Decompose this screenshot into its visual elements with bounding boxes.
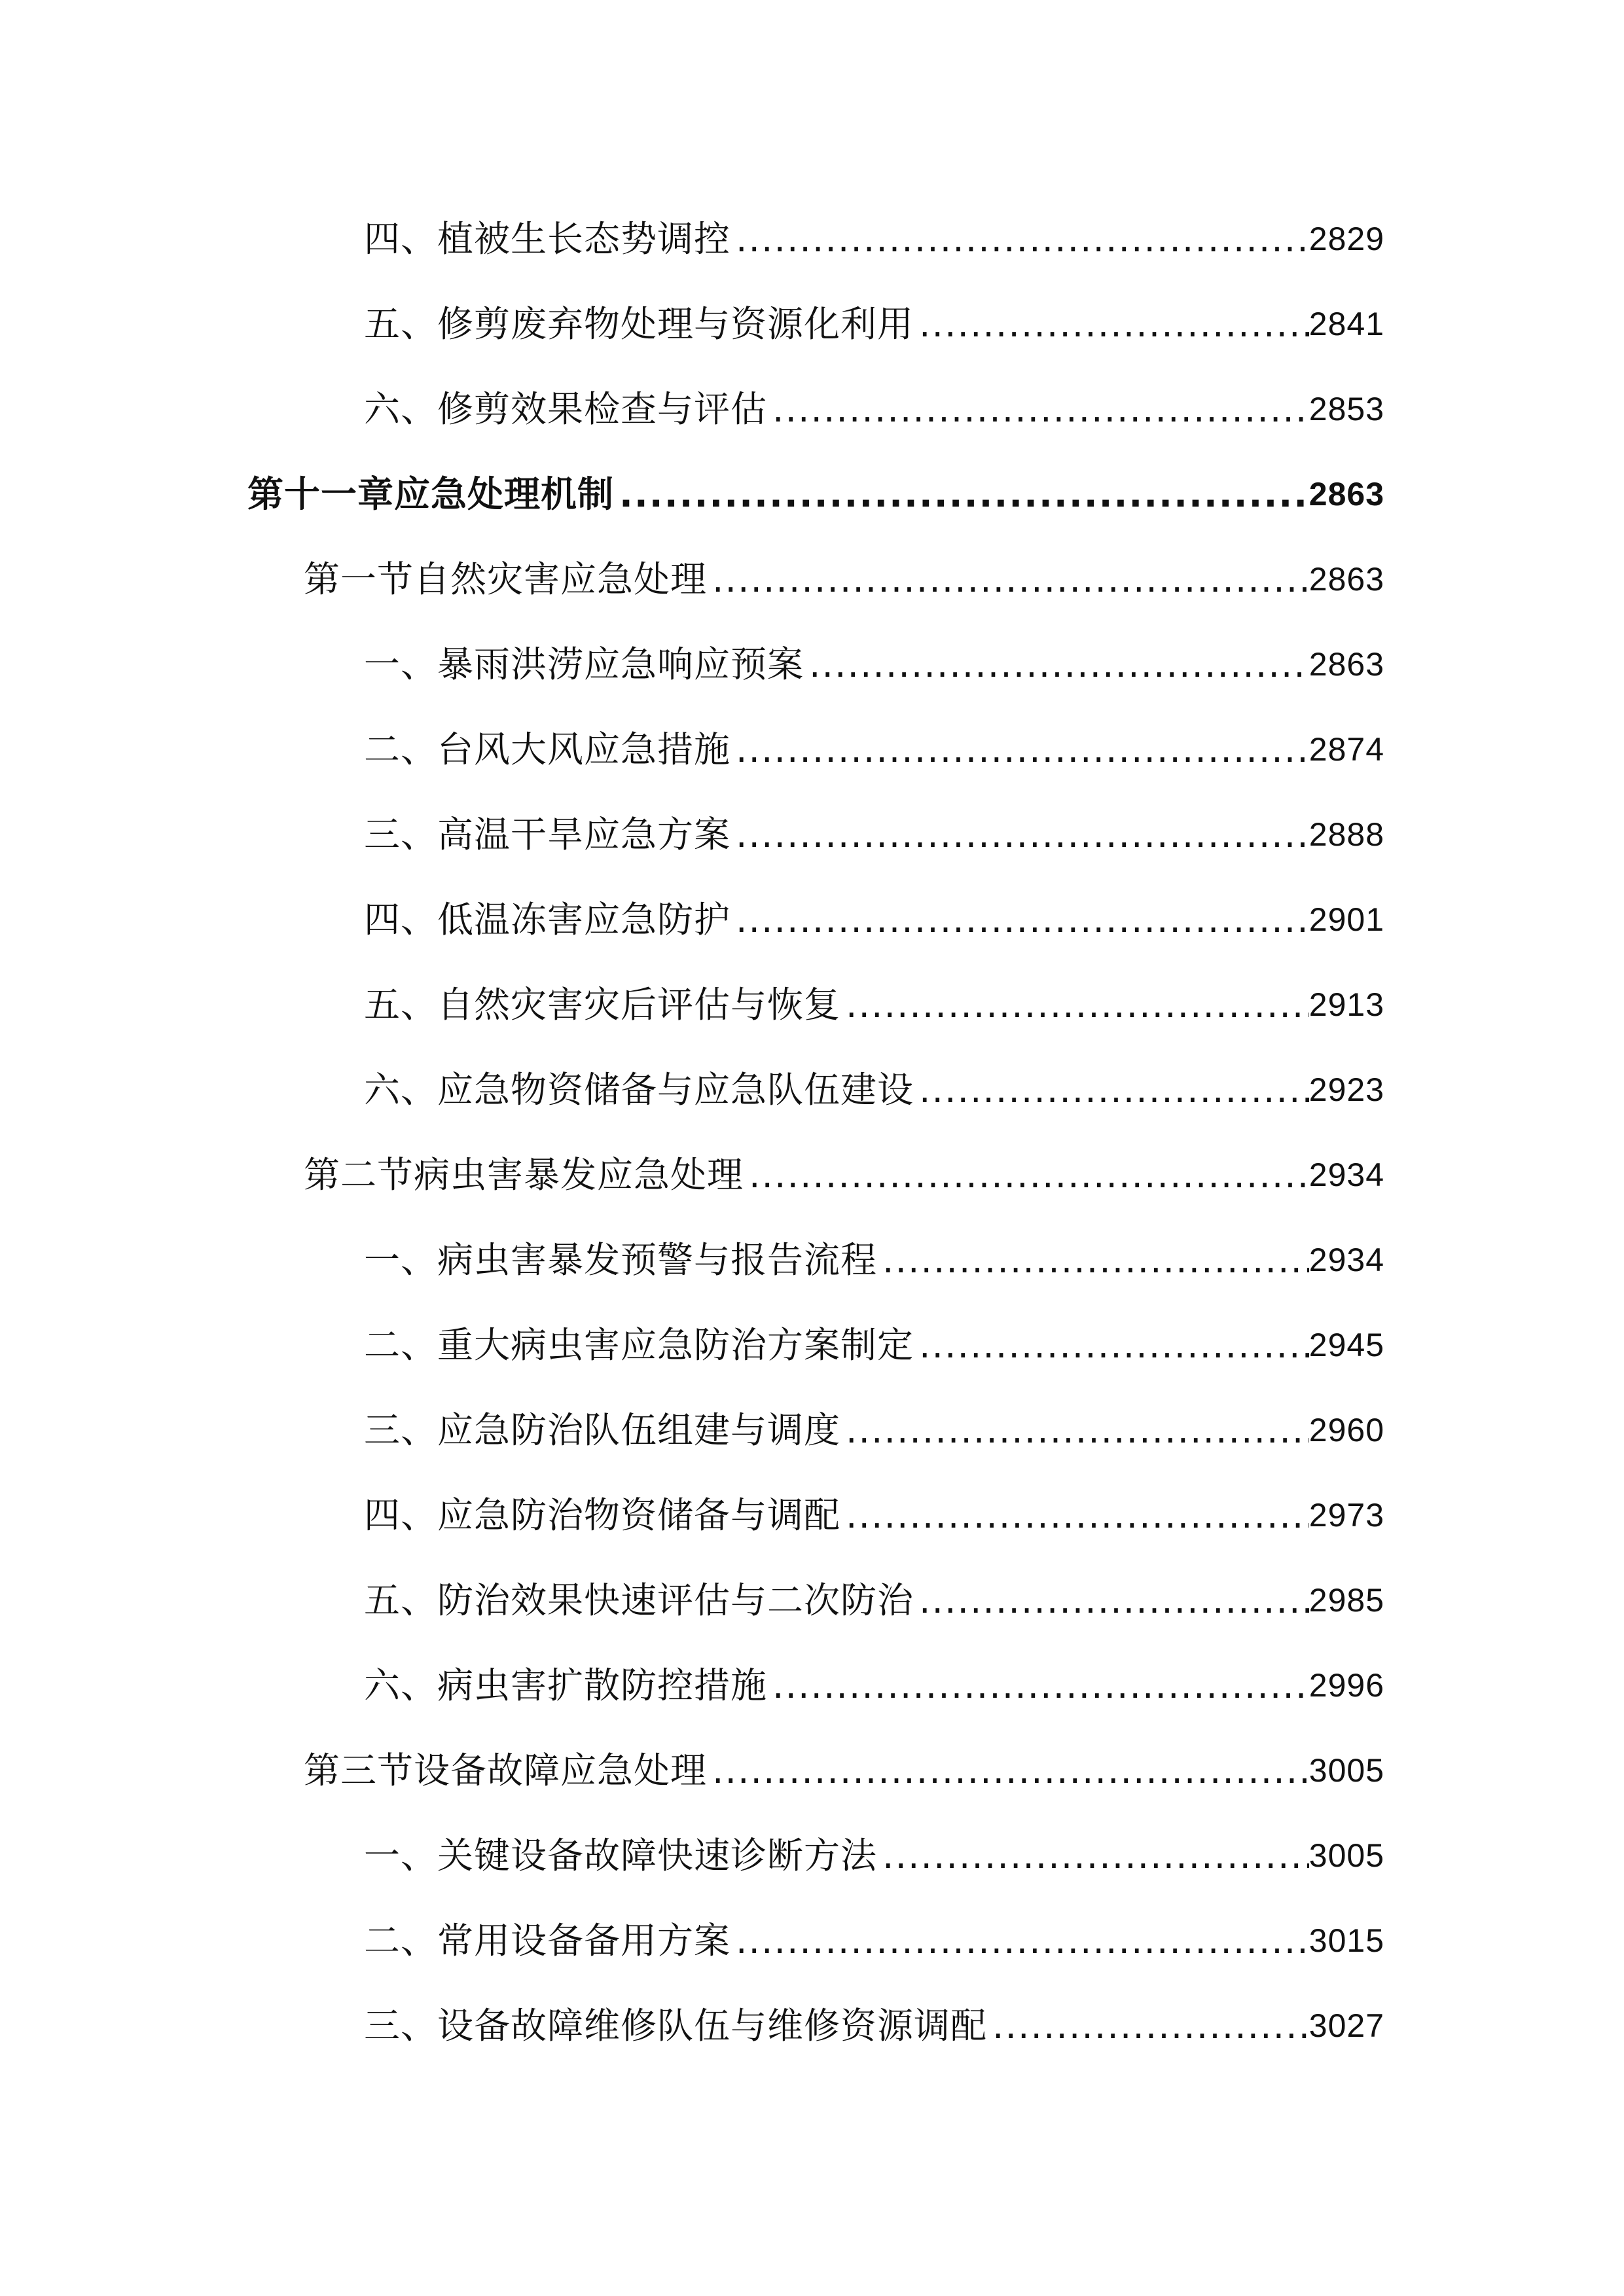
dot-leader [731, 213, 1309, 265]
toc-entry[interactable] [364, 213, 1384, 265]
dot-leader [840, 1404, 1309, 1456]
dot-leader [731, 1914, 1309, 1967]
dot-leader [914, 298, 1309, 350]
dot-leader [731, 723, 1309, 776]
toc-entry-title: 第一节自然灾害应急处理 [304, 558, 708, 600]
toc-entry-title: 第二节病虫害暴发应急处理 [304, 1154, 744, 1196]
toc-entry-page: 2913 [1308, 986, 1384, 1023]
toc-section-entry[interactable] [304, 553, 1384, 605]
toc-entry-page: 2934 [1308, 1242, 1384, 1278]
toc-entry-page: 3027 [1308, 2007, 1384, 2044]
toc-entry[interactable] [364, 1234, 1384, 1286]
toc-entry-page: 2934 [1308, 1157, 1384, 1193]
toc-entry-title: 六、病虫害扩散防控措施 [364, 1664, 768, 1706]
toc-entry-title: 三、设备故障维修队伍与维修资源调配 [364, 2005, 988, 2047]
toc-entry-page: 2996 [1308, 1667, 1384, 1704]
toc-entry-title: 三、应急防治队伍组建与调度 [364, 1409, 841, 1451]
toc-entry-page: 3005 [1308, 1837, 1384, 1874]
toc-entry[interactable] [364, 978, 1384, 1031]
toc-entry-title: 五、自然灾害灾后评估与恢复 [364, 984, 841, 1026]
toc-entry-page: 2863 [1308, 476, 1384, 512]
toc-entry-page: 2829 [1308, 221, 1384, 257]
toc-entry-title: 一、病虫害暴发预警与报告流程 [364, 1239, 878, 1281]
dot-leader [914, 1319, 1309, 1371]
toc-section-entry[interactable] [304, 1744, 1384, 1797]
dot-leader [914, 1574, 1309, 1626]
toc-entry[interactable] [364, 1829, 1384, 1882]
dot-leader [767, 1659, 1309, 1712]
dot-leader [744, 1149, 1309, 1201]
toc-entry-page: 2853 [1308, 391, 1384, 427]
toc-entry-page: 2841 [1308, 306, 1384, 342]
dot-leader [914, 1064, 1309, 1116]
dot-leader [877, 1234, 1309, 1286]
toc-entry-title: 二、重大病虫害应急防治方案制定 [364, 1324, 914, 1366]
dot-leader [767, 383, 1309, 435]
toc-entry[interactable] [364, 638, 1384, 691]
toc-entry-title: 一、暴雨洪涝应急响应预案 [364, 643, 804, 685]
dot-leader [731, 893, 1309, 946]
toc-entry-title: 二、台风大风应急措施 [364, 728, 731, 770]
toc-entry-title: 四、植被生长态势调控 [364, 218, 731, 260]
dot-leader [707, 553, 1309, 605]
toc-entry-page: 3005 [1308, 1752, 1384, 1789]
toc-entry-title: 二、常用设备备用方案 [364, 1920, 731, 1962]
toc-entry-title: 一、关键设备故障快速诊断方法 [364, 1835, 878, 1876]
toc-entry[interactable] [364, 1064, 1384, 1116]
toc-entry-page: 2923 [1308, 1071, 1384, 1108]
dot-leader [614, 468, 1309, 520]
toc-section-entry[interactable] [304, 1149, 1384, 1201]
toc-entry-page: 2945 [1308, 1327, 1384, 1363]
dot-leader [840, 978, 1309, 1031]
dot-leader [804, 638, 1309, 691]
toc-entry-title: 六、修剪效果检查与评估 [364, 388, 768, 430]
toc-entry-title: 四、低温冻害应急防护 [364, 899, 731, 941]
toc-entry-title: 五、修剪废弃物处理与资源化利用 [364, 303, 914, 345]
toc-entry-title: 五、防治效果快速评估与二次防治 [364, 1579, 914, 1621]
toc-entry-title: 第三节设备故障应急处理 [304, 1749, 708, 1791]
dot-leader [840, 1489, 1309, 1541]
toc-entry[interactable] [364, 893, 1384, 946]
toc-entry[interactable] [364, 383, 1384, 435]
dot-leader [707, 1744, 1309, 1797]
dot-leader [987, 2000, 1309, 2052]
toc-entry-title: 第十一章应急处理机制 [247, 473, 615, 515]
toc-entry[interactable] [364, 1574, 1384, 1626]
toc-chapter-entry[interactable] [247, 468, 1384, 520]
toc-entry[interactable] [364, 298, 1384, 350]
toc-entry-page: 2985 [1308, 1582, 1384, 1619]
toc-entry-page: 3015 [1308, 1922, 1384, 1959]
toc-entry[interactable] [364, 1319, 1384, 1371]
toc-entry-page: 2863 [1308, 646, 1384, 683]
toc-entry-page: 2960 [1308, 1412, 1384, 1448]
toc-entry[interactable] [364, 1489, 1384, 1541]
toc-entry[interactable] [364, 1659, 1384, 1712]
toc-entry-page: 2863 [1308, 561, 1384, 598]
toc-entry-page: 2973 [1308, 1497, 1384, 1534]
dot-leader [731, 808, 1309, 861]
dot-leader [877, 1829, 1309, 1882]
toc-entry[interactable] [364, 1914, 1384, 1967]
toc-entry-title: 六、应急物资储备与应急队伍建设 [364, 1069, 914, 1111]
toc-entry-page: 2888 [1308, 816, 1384, 853]
toc-entry-page: 2874 [1308, 731, 1384, 768]
toc-entry[interactable] [364, 723, 1384, 776]
toc-entry[interactable] [364, 1404, 1384, 1456]
toc-entry-title: 三、高温干旱应急方案 [364, 814, 731, 855]
toc-entry-page: 2901 [1308, 901, 1384, 938]
toc-entry[interactable] [364, 808, 1384, 861]
toc-entry[interactable] [364, 2000, 1384, 2052]
toc-entry-title: 四、应急防治物资储备与调配 [364, 1494, 841, 1536]
